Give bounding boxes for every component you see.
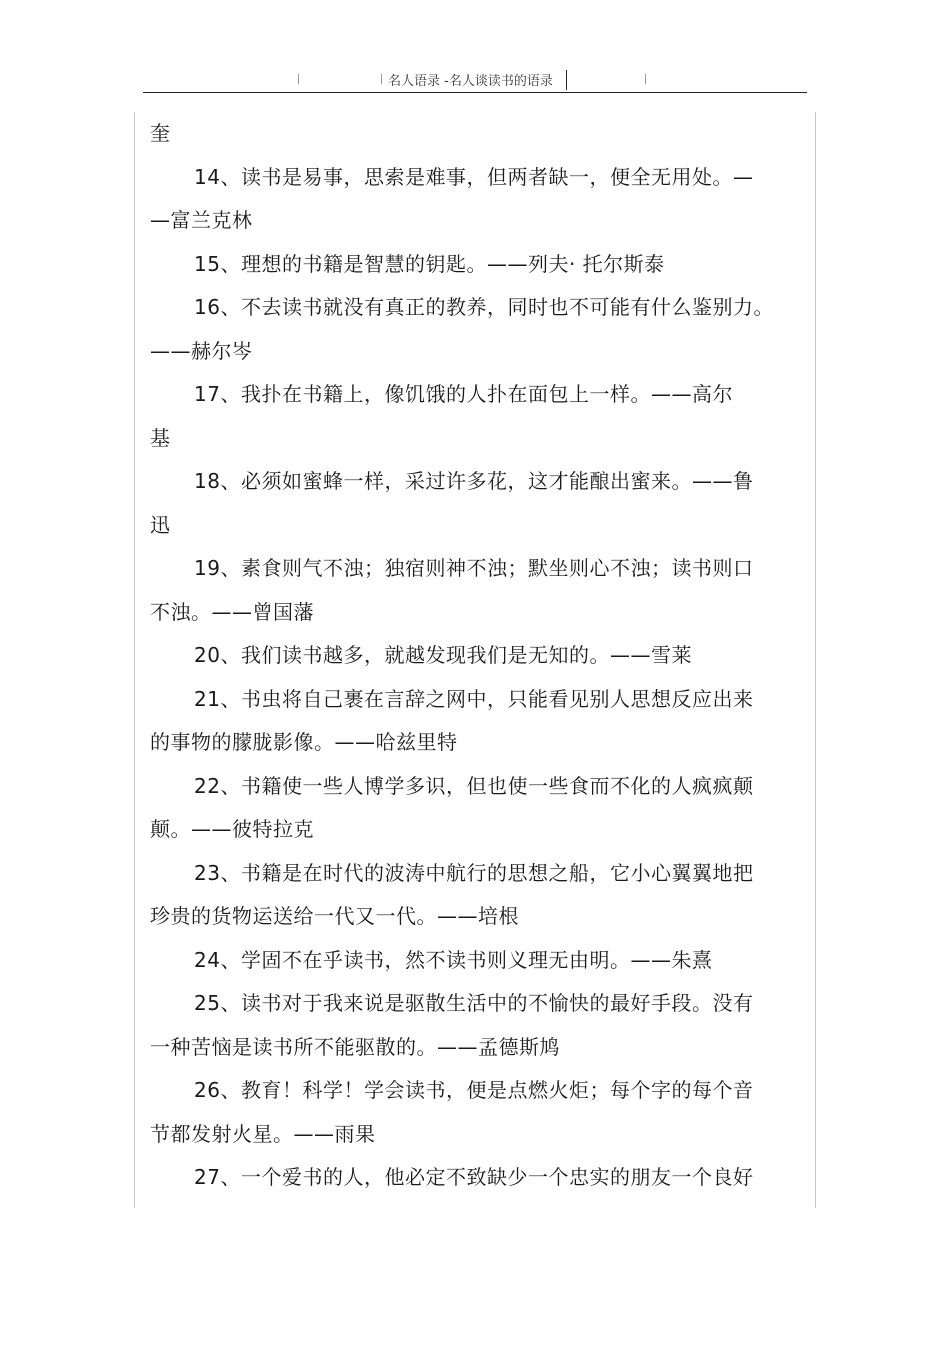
- text-line: 的事物的朦胧影像。——哈兹里特: [150, 730, 458, 754]
- text-line: 15、理想的书籍是智慧的钥匙。——列夫· 托尔斯泰: [194, 251, 665, 276]
- text-line: 21、书虫将自己裹在言辞之网中，只能看见别人思想反应出来: [194, 686, 754, 711]
- text-line: 17、我扑在书籍上，像饥饿的人扑在面包上一样。——高尔: [194, 382, 733, 406]
- text-line: 27、一个爱书的人，他必定不致缺少一个忠实的朋友一个良好: [194, 1165, 754, 1189]
- text-line: 18、必须如蜜蜂一样，采过许多花，这才能酿出蜜来。——鲁: [194, 469, 754, 493]
- text-line: 14、读书是易事，思索是难事，但两者缺一，便全无用处。—: [194, 164, 754, 189]
- text-line: 一种苦恼是读书所不能驱散的。——孟德斯鸠: [150, 1034, 560, 1059]
- text-line: 26、教育！科学！学会读书，便是点燃火炬；每个字的每个音: [194, 1078, 754, 1102]
- text-line: ——赫尔岑: [150, 338, 253, 363]
- text-line: —富兰克林: [150, 208, 253, 232]
- header-tick-mark: [381, 74, 382, 84]
- right-margin-rule: [815, 112, 816, 1208]
- header-tick-mark: [298, 74, 299, 84]
- quote-body: [150, 112, 774, 1200]
- text-line: 奎: [150, 121, 171, 145]
- header-tick-mark: [645, 74, 646, 84]
- text-line: 珍贵的货物运送给一代又一代。——培根: [150, 904, 519, 928]
- text-line: 20、我们读书越多，就越发现我们是无知的。——雪莱: [194, 643, 692, 667]
- text-line: 22、书籍使一些人博学多识，但也使一些食而不化的人疯疯颠: [194, 773, 754, 798]
- text-line: 基: [150, 425, 171, 450]
- page-header-title: 名人语录 -名人谈读书的语录: [388, 74, 553, 89]
- text-line: 迅: [150, 512, 171, 537]
- text-line: 24、学固不在乎读书，然不读书则义理无由明。——朱熹: [194, 947, 713, 972]
- left-margin-rule: [134, 112, 135, 1208]
- text-line: 19、素食则气不浊；独宿则神不浊；默坐则心不浊；读书则口: [194, 556, 754, 580]
- text-line: 不浊。——曾国藩: [150, 599, 314, 624]
- text-line: 颠。——彼特拉克: [150, 817, 314, 841]
- text-line: 节都发射火星。——雨果: [150, 1121, 376, 1146]
- text-line: 16、不去读书就没有真正的教养，同时也不可能有什么鉴别力。: [194, 295, 774, 319]
- text-line: 25、读书对于我来说是驱散生活中的不愉快的最好手段。没有: [194, 991, 754, 1015]
- text-line: 23、书籍是在时代的波涛中航行的思想之船，它小心翼翼地把: [194, 860, 754, 885]
- header-tick-mark: [566, 70, 567, 90]
